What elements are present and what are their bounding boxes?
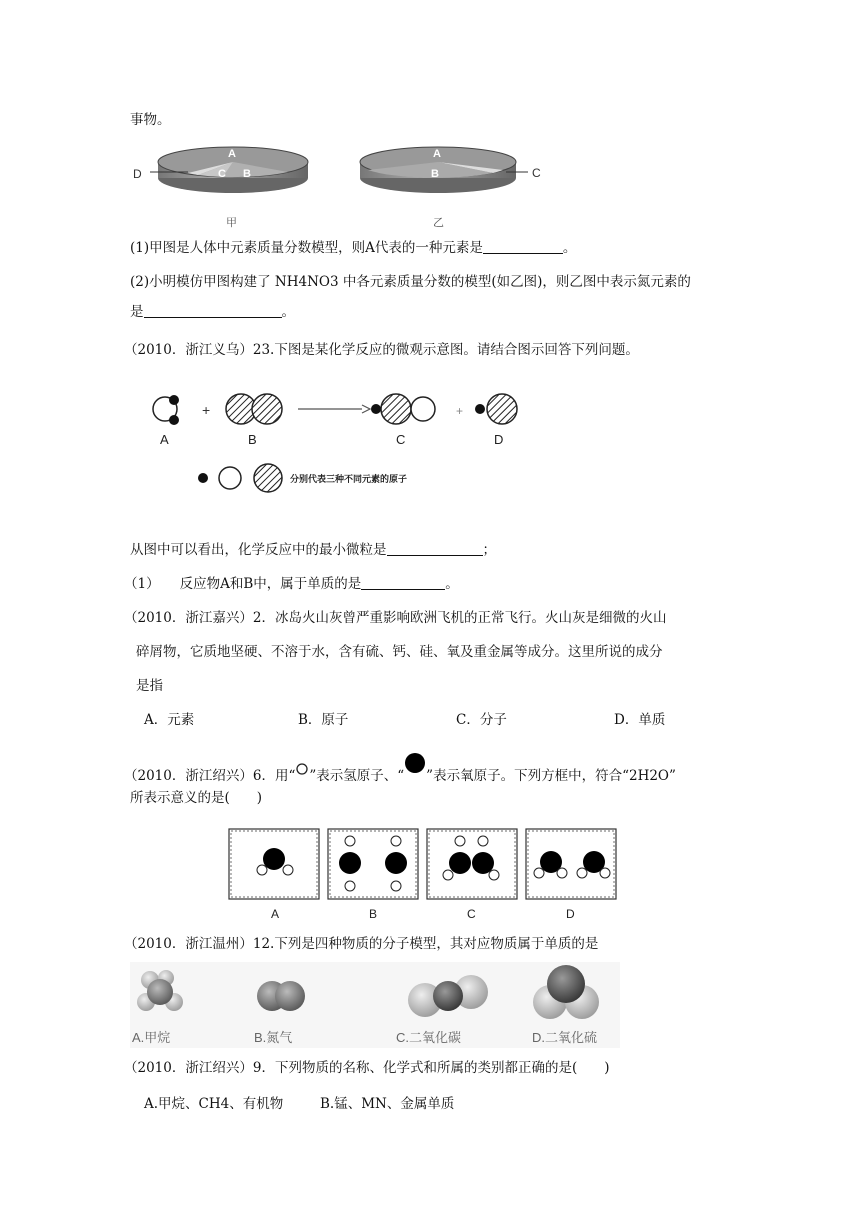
reaction-label-c: C — [396, 432, 406, 447]
pie-yi — [360, 147, 541, 229]
reaction-label-d: D — [494, 432, 504, 447]
option-b: B．原子 — [298, 712, 349, 728]
box-label-d: D — [566, 907, 575, 921]
question-header — [124, 752, 676, 786]
pie-jia-label-b: B — [243, 168, 251, 180]
pie-jia-caption: 甲 — [226, 217, 237, 229]
box-label-c: C — [467, 907, 476, 921]
question-text: 是 — [130, 304, 144, 320]
option-d: D．单质 — [614, 712, 666, 728]
model-label-a: A.甲烷 — [132, 1030, 171, 1045]
reaction-label-b: B — [248, 432, 257, 447]
pie-jia-label-c: C — [218, 168, 226, 180]
question-line — [130, 238, 576, 258]
punct: 。 — [281, 304, 295, 320]
plus-sign: + — [202, 402, 211, 418]
question-text: 反应物A和B中，属于单质的是 — [179, 576, 362, 592]
text-line: 是指 — [136, 678, 163, 694]
question-line — [130, 302, 295, 322]
plus-sign: + — [456, 404, 464, 418]
punct: 。 — [562, 240, 577, 256]
space-filling-models-figure — [130, 962, 620, 1048]
question-header: （2010．浙江义乌）23.下图是某化学反应的微观示意图。请结合图示回答下列问题。 — [124, 342, 639, 358]
oxygen-atom-icon — [404, 752, 426, 774]
reaction-diagram — [140, 378, 540, 498]
pie-yi-label-a: A — [433, 148, 441, 160]
molecule-boxes-figure — [226, 826, 626, 922]
option-b: B.锰、MN、金属单质 — [320, 1096, 455, 1112]
answer-blank — [483, 239, 563, 254]
question-line: (2)小明模仿甲图构建了 NH4NO3 中各元素质量分数的模型(如乙图)，则乙图中表示氮元素的 — [130, 274, 691, 290]
option-a: A.甲烷、CH4、有机物 — [144, 1096, 284, 1112]
model-label-b: B.氮气 — [254, 1030, 293, 1045]
question-line — [130, 540, 496, 560]
question-header: （2010．浙江温州）12.下列是四种物质的分子模型，其对应物质属于单质的是 — [124, 936, 599, 952]
punct: 。 — [445, 576, 459, 592]
hydrogen-atom-icon — [295, 762, 309, 776]
pie-yi-caption: 乙 — [433, 217, 444, 229]
model-label-c: C.二氧化碳 — [396, 1030, 462, 1045]
answer-blank — [361, 575, 445, 590]
pie-jia-label-a: A — [228, 148, 236, 160]
text-line: 所表示意义的是( ) — [130, 790, 263, 806]
question-header: （2010．浙江绍兴）9．下列物质的名称、化学式和所属的类别都正确的是( ) — [124, 1060, 610, 1076]
question-header: （2010．浙江嘉兴）2．冰岛火山灰曾严重影响欧洲飞机的正常飞行。火山灰是细微的火山 — [124, 610, 667, 626]
pie-yi-label-b: B — [431, 168, 439, 180]
reaction-legend: 分别代表三种不同元素的原子 — [290, 474, 408, 484]
option-a: A．元素 — [144, 712, 195, 728]
pie-jia-label-d: D — [133, 167, 142, 181]
model-label-d: D.二氧化硫 — [532, 1030, 598, 1045]
box-label-a: A — [271, 907, 280, 921]
box-label-b: B — [369, 907, 378, 921]
question-line — [124, 574, 459, 594]
question-number: （1） — [124, 576, 160, 592]
pie-jia — [133, 147, 308, 229]
question-text: (1)甲图是人体中元素质量分数模型，则A代表的一种元素是 — [130, 240, 483, 256]
reaction-label-a: A — [160, 432, 169, 447]
punct: ； — [482, 542, 496, 558]
question-text: ”表示氢原子、“ — [309, 768, 405, 784]
question-text: ”表示氧原子。下列方框中，符合“2H2O” — [426, 768, 676, 784]
option-c: C．分子 — [456, 712, 507, 728]
question-text: 从图中可以看出，化学反应中的最小微粒是 — [130, 542, 387, 558]
question-text: （2010．浙江绍兴）6．用“ — [124, 768, 296, 784]
text-line: 碎屑物，它质地坚硬、不溶于水，含有硫、钙、硅、氧及重金属等成分。这里所说的成分 — [136, 644, 663, 660]
pie-yi-label-c: C — [532, 166, 541, 180]
pie-models-figure — [128, 134, 548, 234]
answer-blank — [387, 541, 483, 556]
answer-blank — [144, 303, 282, 318]
text-line: 事物。 — [130, 112, 171, 128]
